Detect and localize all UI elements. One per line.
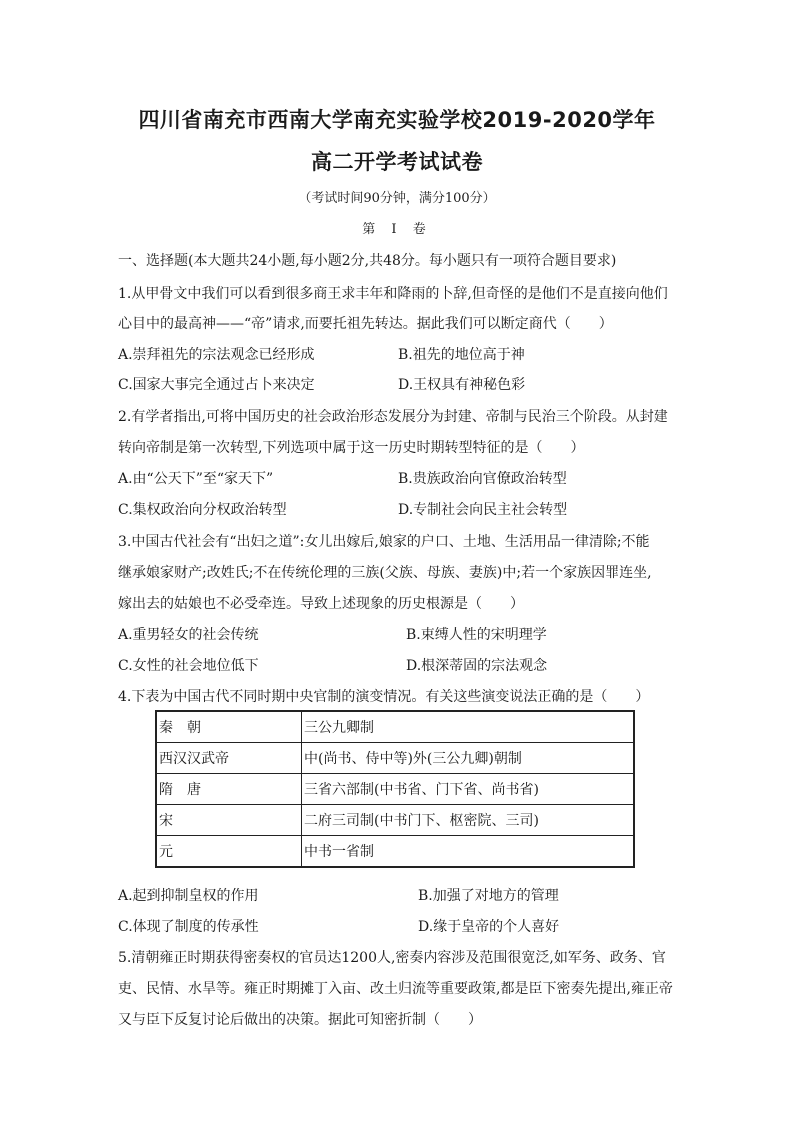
q3-option-d: D.根深蒂固的宗法观念 (406, 658, 548, 674)
table-cell-period: 隋 唐 (156, 774, 302, 805)
q3-option-c: C.女性的社会地位低下 (118, 658, 259, 674)
q4-option-b: B.加强了对地方的管理 (418, 888, 559, 904)
table-cell-period: 西汉汉武帝 (156, 743, 302, 774)
table-row (156, 774, 634, 805)
table-row (156, 805, 634, 836)
table-cell-period: 元 (156, 836, 302, 868)
table-cell-system: 三公九卿制 (302, 711, 635, 743)
q3-line-1: 3.中国古代社会有“出妇之道”:女儿出嫁后,娘家的户口、土地、生活用品一律清除;不能 (118, 534, 650, 550)
exam-title-line-1: 四川省南充市西南大学南充实验学校2019-2020学年 (138, 108, 656, 132)
q1-line-2: 心目中的最高神——“帝”请求,而要托祖先转达。据此我们可以断定商代（ ） (118, 316, 613, 332)
table-row (156, 836, 634, 868)
q2-option-b: B.贵族政治向官僚政治转型 (398, 471, 567, 487)
q3-line-3: 嫁出去的姑娘也不必受牵连。导致上述现象的历史根源是（ ） (118, 596, 524, 612)
q4-option-a: A.起到抑制皇权的作用 (118, 888, 259, 904)
q3-option-b: B.束缚人性的宋明理学 (406, 627, 547, 643)
section-heading: 一、选择题(本大题共24小题,每小题2分,共48分。每小题只有一项符合题目要求) (118, 253, 617, 269)
table-cell-period: 宋 (156, 805, 302, 836)
q5-line-1: 5.清朝雍正时期获得密奏权的官员达1200人,密奏内容涉及范围很宽泛,如军务、政务、官 (118, 950, 666, 966)
q4-line-1: 4.下表为中国古代不同时期中央官制的演变情况。有关这些演变说法正确的是（ ） (118, 689, 650, 705)
q1-option-b: B.祖先的地位高于神 (398, 347, 525, 363)
q3-line-2: 继承娘家财产;改姓氏;不在传统伦理的三族(父族、母族、妻族)中;若一个家族因罪连坐, (118, 565, 652, 581)
q2-line-1: 2.有学者指出,可将中国历史的社会政治形态发展分为封建、帝制与民治三个阶段。从封建 (118, 409, 668, 425)
table-row (156, 743, 634, 774)
q2-line-2: 转向帝制是第一次转型,下列选项中属于这一历史时期转型特征的是（ ） (118, 440, 585, 456)
q4-option-d: D.缘于皇帝的个人喜好 (418, 919, 560, 935)
table-cell-system: 中(尚书、侍中等)外(三公九卿)朝制 (302, 743, 635, 774)
table-cell-system: 三省六部制(中书省、门下省、尚书省) (302, 774, 635, 805)
table-cell-system: 二府三司制(中书门下、枢密院、三司) (302, 805, 635, 836)
q2-option-a: A.由“公天下”至“家天下” (118, 471, 274, 487)
official-system-table (155, 710, 635, 868)
q1-option-a: A.崇拜祖先的宗法观念已经形成 (118, 347, 315, 363)
table-cell-period: 秦 朝 (156, 711, 302, 743)
q5-line-3: 又与臣下反复讨论后做出的决策。据此可知密折制（ ） (118, 1012, 482, 1028)
table-cell-system: 中书一省制 (302, 836, 635, 868)
q1-line-1: 1.从甲骨文中我们可以看到很多商王求丰年和降雨的卜辞,但奇怪的是他们不是直接向他们 (118, 286, 668, 302)
q4-option-c: C.体现了制度的传承性 (118, 919, 259, 935)
exam-subtitle: （考试时间90分钟，满分100分） (298, 191, 496, 206)
q2-option-d: D.专制社会向民主社会转型 (398, 502, 568, 518)
q1-option-c: C.国家大事完全通过占卜来决定 (118, 377, 315, 393)
q2-option-c: C.集权政治向分权政治转型 (118, 502, 287, 518)
table-row (156, 711, 634, 743)
q5-line-2: 吏、民情、水旱等。雍正时期摊丁入亩、改土归流等重要政策,都是臣下密奏先提出,雍正帝 (118, 981, 673, 997)
q1-option-d: D.王权具有神秘色彩 (398, 377, 526, 393)
q3-option-a: A.重男轻女的社会传统 (118, 627, 259, 643)
volume-label: 第 Ⅰ 卷 (362, 222, 432, 237)
exam-title-line-2: 高二开学考试试卷 (311, 150, 483, 174)
